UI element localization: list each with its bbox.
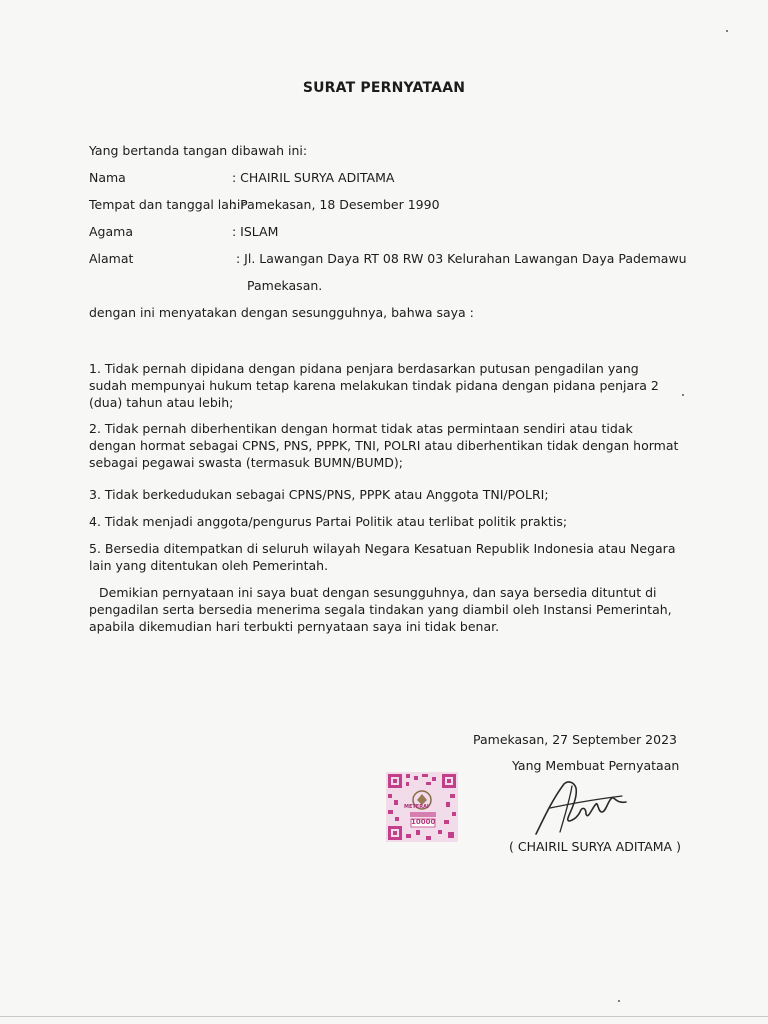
intro-text: Yang bertanda tangan dibawah ini: (89, 143, 308, 158)
signature-place-date: Pamekasan, 27 September 2023 (473, 732, 677, 747)
statement-item-3: 3. Tidak berkedudukan sebagai CPNS/PNS, PPPK atau Anggota TNI/POLRI; (89, 487, 549, 502)
statement-item-1: 1. Tidak pernah dipidana dengan pidana penjara berdasarkan putusan pengadilan yang sudah mempunyai hukum tetap karena melakukan tindak pidana dengan pidana penjara 2 (dua) tahun atau lebih; (89, 361, 659, 410)
paper-speck (618, 1000, 620, 1002)
statement-intro: dengan ini menyatakan dengan sesungguhnya, bahwa saya : (89, 305, 474, 320)
document-title: SURAT PERNYATAAN (302, 80, 466, 96)
paper-speck (682, 394, 684, 396)
field-nama-label: Nama (89, 170, 126, 185)
statement-item-2: 2. Tidak pernah diberhentikan dengan hormat tidak atas permintaan sendiri atau tidak dengan hormat sebagai CPNS, PNS, PPPK, TNI, POLRI atau diberhentikan tidak dengan hormat sebagai pegawai swasta (termasuk BUMN/BUMD); (89, 421, 679, 470)
meterai-label: METERAI (404, 804, 429, 810)
field-ttl-value: : Pamekasan, 18 Desember 1990 (232, 197, 440, 212)
page-bottom-edge (0, 1016, 768, 1017)
handwritten-signature (530, 778, 630, 838)
field-alamat-value-line2: Pamekasan. (247, 278, 323, 293)
field-alamat-value-line1: : Jl. Lawangan Daya RT 08 RW 03 Kelurahan Lawangan Daya Pademawu (236, 251, 687, 266)
field-agama-label: Agama (89, 224, 133, 239)
closing-paragraph: Demikian pernyataan ini saya buat dengan sesungguhnya, dan saya bersedia dituntut di pengadilan serta bersedia menerima segala tindakan yang diambil oleh Instansi Pemerintah, apabila dikemudian hari terbukti pernyataan saya ini tidak benar. (89, 585, 672, 634)
field-alamat-label: Alamat (89, 251, 134, 266)
signature-role: Yang Membuat Pernyataan (512, 758, 680, 773)
signature-name: ( CHAIRIL SURYA ADITAMA ) (509, 839, 681, 854)
field-nama-value: : CHAIRIL SURYA ADITAMA (232, 170, 395, 185)
field-agama-value: : ISLAM (232, 224, 279, 239)
paper-speck (726, 30, 728, 32)
statement-item-5: 5. Bersedia ditempatkan di seluruh wilayah Negara Kesatuan Republik Indonesia atau Negara lain yang ditentukan oleh Pemerintah. (89, 541, 676, 573)
meterai-value: 10000 (411, 818, 436, 826)
statement-item-4: 4. Tidak menjadi anggota/pengurus Partai Politik atau terlibat politik praktis; (89, 514, 568, 529)
field-ttl-label: Tempat dan tanggal lahir (89, 197, 246, 212)
